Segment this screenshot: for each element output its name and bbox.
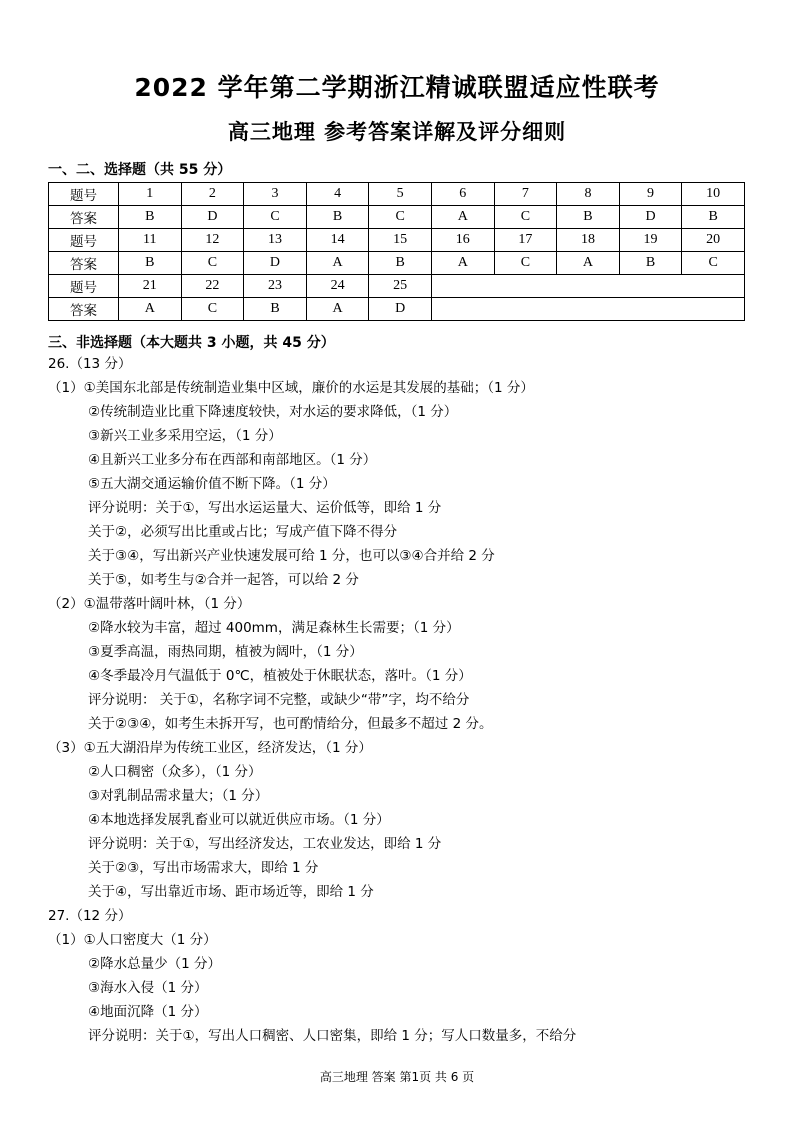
- text-line: 评分说明：关于①，写出人口稠密、人口密集，即给 1 分；写人口数量多，不给分: [88, 1028, 577, 1044]
- answer-letter: A: [306, 252, 369, 275]
- question-number: 18: [557, 229, 620, 252]
- row-label-answer: 答案: [49, 206, 119, 229]
- answer-table: [48, 182, 745, 321]
- text-line: （1）①人口密度大（1 分）: [48, 932, 217, 948]
- answer-letter: C: [494, 206, 557, 229]
- text-line: ②人口稠密（众多），（1 分）: [88, 764, 262, 780]
- row-label-question: 题号: [49, 183, 119, 206]
- text-line: 评分说明： 关于①，名称字词不完整，或缺少“带”字，均不给分: [88, 692, 470, 708]
- answer-letter: B: [119, 206, 182, 229]
- answer-letter: C: [181, 298, 244, 321]
- text-line: 评分说明：关于①，写出经济发达，工农业发达，即给 1 分: [88, 836, 442, 852]
- answer-letter: A: [306, 298, 369, 321]
- text-line: 关于②③④，如考生未拆开写，也可酌情给分，但最多不超过 2 分。: [88, 716, 493, 732]
- answer-letter: D: [369, 298, 432, 321]
- question-number: 15: [369, 229, 432, 252]
- question-number: 12: [181, 229, 244, 252]
- text-line: ④地面沉降（1 分）: [88, 1004, 208, 1020]
- answer-letter: A: [119, 298, 182, 321]
- answer-letter: C: [682, 252, 745, 275]
- answer-letter: B: [369, 252, 432, 275]
- answer-letter: B: [557, 206, 620, 229]
- question-number: 22: [181, 275, 244, 298]
- text-line: 关于②③，写出市场需求大，即给 1 分: [88, 860, 319, 876]
- answer-row: [49, 206, 745, 229]
- question-number: 1: [119, 183, 182, 206]
- text-line: ③对乳制品需求量大；（1 分）: [88, 788, 269, 804]
- question-number: 24: [306, 275, 369, 298]
- question-number: 16: [431, 229, 494, 252]
- answer-letter: A: [431, 206, 494, 229]
- answer-letter: C: [369, 206, 432, 229]
- answer-letter: C: [244, 206, 307, 229]
- row-label-question: 题号: [49, 229, 119, 252]
- question-number: 23: [244, 275, 307, 298]
- answer-letter: D: [181, 206, 244, 229]
- question-number: 3: [244, 183, 307, 206]
- text-line: （1）①美国东北部是传统制造业集中区域，廉价的水运是其发展的基础；（1 分）: [48, 380, 534, 396]
- text-line: 26.（13 分）: [48, 356, 132, 372]
- text-line: 关于④，写出靠近市场、距市场近等，即给 1 分: [88, 884, 374, 900]
- text-line: ④且新兴工业多分布在西部和南部地区。（1 分）: [88, 452, 377, 468]
- text-line: ③海水入侵（1 分）: [88, 980, 208, 996]
- answer-letter: A: [431, 252, 494, 275]
- row-label-question: 题号: [49, 275, 119, 298]
- answer-letter: A: [557, 252, 620, 275]
- text-line: 关于③④，写出新兴产业快速发展可给 1 分，也可以③④合并给 2 分: [88, 548, 495, 564]
- page-footer: 高三地理 答案 第1页 共 6 页: [319, 1070, 475, 1084]
- text-line: 评分说明：关于①，写出水运运量大、运价低等，即给 1 分: [88, 500, 442, 516]
- question-row: [49, 229, 745, 252]
- question-number: 8: [557, 183, 620, 206]
- answer-letter: D: [244, 252, 307, 275]
- question-number: 9: [619, 183, 682, 206]
- question-number: 17: [494, 229, 557, 252]
- empty-cell: [431, 298, 744, 321]
- answer-letter: B: [244, 298, 307, 321]
- question-row: [49, 183, 745, 206]
- answer-letter: D: [619, 206, 682, 229]
- answer-letter: B: [619, 252, 682, 275]
- answer-explanations: [48, 352, 748, 1048]
- text-line: 27.（12 分）: [48, 908, 132, 924]
- question-number: 4: [306, 183, 369, 206]
- text-line: 关于②，必须写出比重或占比；写成产值下降不得分: [88, 524, 398, 540]
- question-number: 7: [494, 183, 557, 206]
- document-title: 2022 学年第二学期浙江精诚联盟适应性联考: [134, 73, 660, 102]
- text-line: ⑤五大湖交通运输价值不断下降。（1 分）: [88, 476, 336, 492]
- empty-cell: [431, 275, 744, 298]
- answer-letter: C: [181, 252, 244, 275]
- question-number: 19: [619, 229, 682, 252]
- answer-letter: B: [306, 206, 369, 229]
- question-number: 20: [682, 229, 745, 252]
- answer-letter: B: [682, 206, 745, 229]
- text-line: ④冬季最冷月气温低于 0℃，植被处于休眠状态，落叶。（1 分）: [88, 668, 472, 684]
- answer-letter: C: [494, 252, 557, 275]
- text-line: 关于⑤，如考生与②合并一起答，可以给 2 分: [88, 572, 359, 588]
- answer-letter: B: [119, 252, 182, 275]
- question-number: 11: [119, 229, 182, 252]
- row-label-answer: 答案: [49, 252, 119, 275]
- text-line: ③新兴工业多采用空运，（1 分）: [88, 428, 282, 444]
- section3-heading: 三、非选择题（本大题共 3 小题，共 45 分）: [48, 335, 335, 351]
- question-number: 25: [369, 275, 432, 298]
- question-number: 21: [119, 275, 182, 298]
- text-line: ③夏季高温，雨热同期，植被为阔叶，（1 分）: [88, 644, 363, 660]
- row-label-answer: 答案: [49, 298, 119, 321]
- question-row: [49, 275, 745, 298]
- text-line: （3）①五大湖沿岸为传统工业区，经济发达，（1 分）: [48, 740, 372, 756]
- question-number: 13: [244, 229, 307, 252]
- question-number: 10: [682, 183, 745, 206]
- text-line: ②降水较为丰富，超过 400mm，满足森林生长需要；（1 分）: [88, 620, 460, 636]
- text-line: ②降水总量少（1 分）: [88, 956, 221, 972]
- question-number: 5: [369, 183, 432, 206]
- text-line: ④本地选择发展乳畜业可以就近供应市场。（1 分）: [88, 812, 390, 828]
- question-number: 2: [181, 183, 244, 206]
- text-line: ②传统制造业比重下降速度较快，对水运的要求降低，（1 分）: [88, 404, 458, 420]
- question-number: 14: [306, 229, 369, 252]
- answer-row: [49, 252, 745, 275]
- text-line: （2）①温带落叶阔叶林，（1 分）: [48, 596, 251, 612]
- document-subtitle: 高三地理 参考答案详解及评分细则: [227, 120, 567, 144]
- answer-row: [49, 298, 745, 321]
- question-number: 6: [431, 183, 494, 206]
- section1-heading: 一、二、选择题（共 55 分）: [48, 162, 232, 178]
